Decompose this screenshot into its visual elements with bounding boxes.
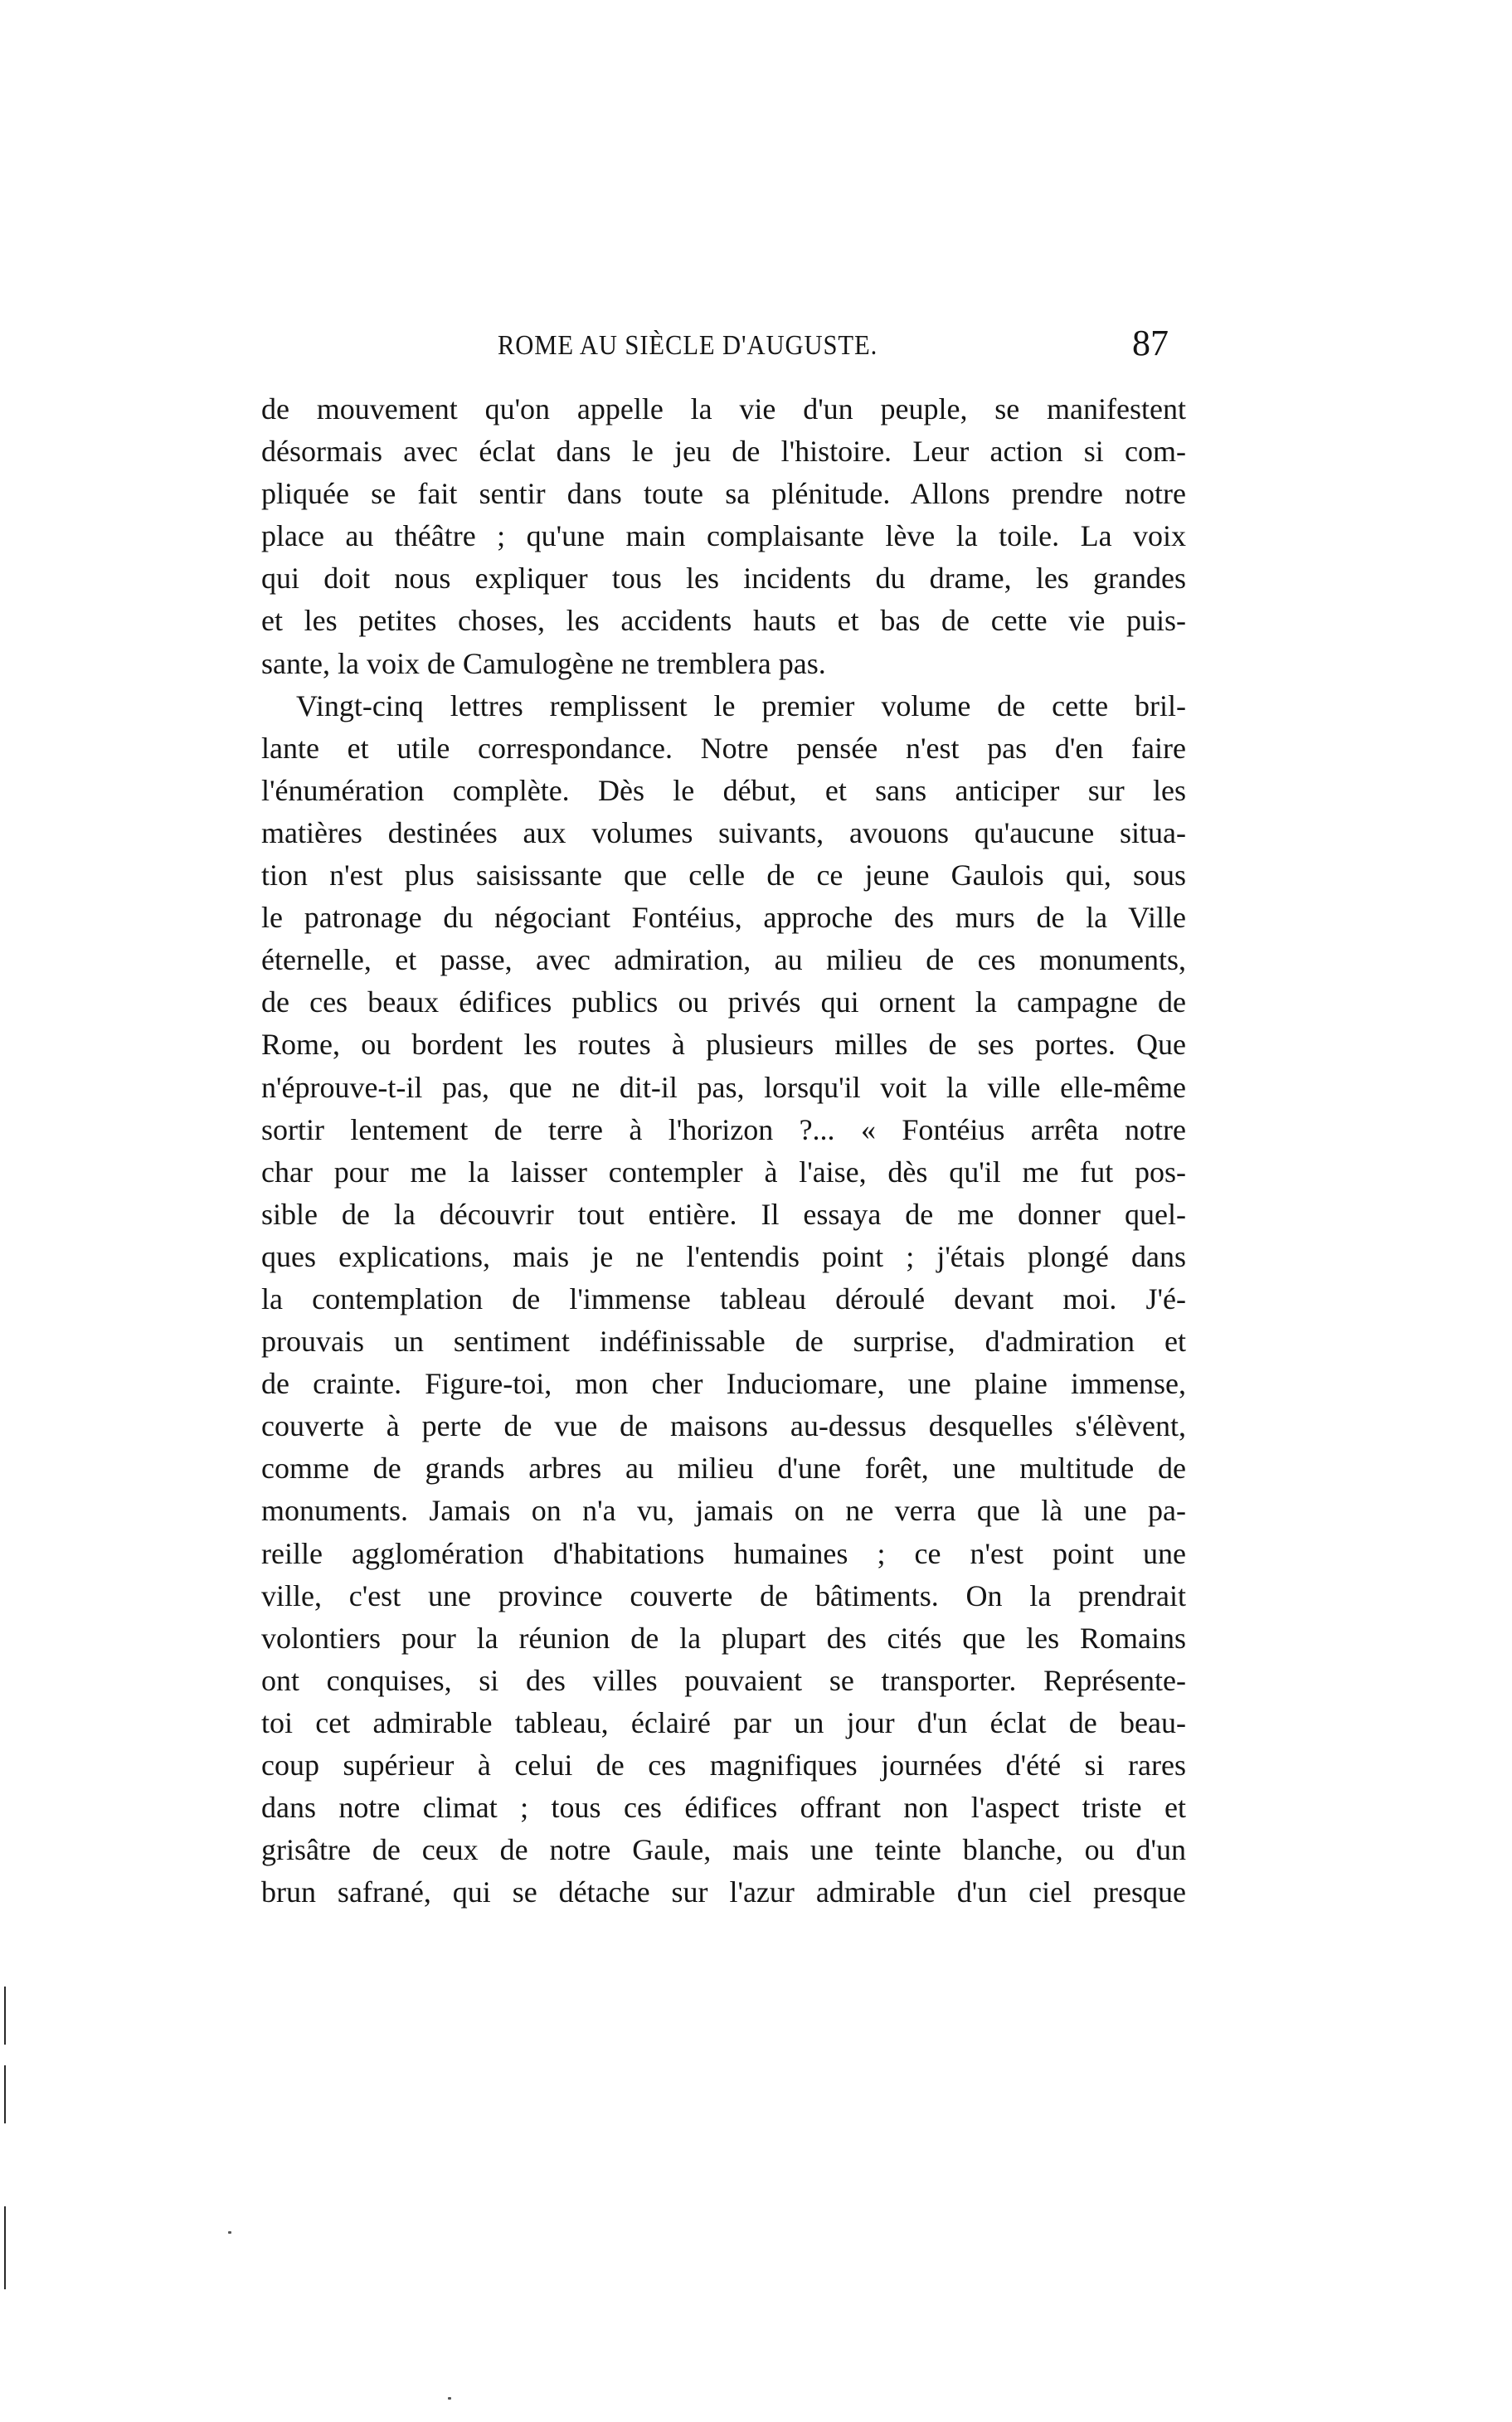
text-line: place au théâtre ; qu'une main complaisante lève la toile. La voix: [261, 519, 1186, 553]
text-line: ques explications, mais je ne l'entendis point ; j'étais plongé dans: [261, 1239, 1186, 1273]
scan-edge-mark: [4, 1987, 6, 2045]
text-line: prouvais un sentiment indéfinissable de surprise, d'admiration et: [261, 1325, 1186, 1359]
text-line: dans notre climat ; tous ces édifices offrant non l'aspect triste et: [261, 1791, 1186, 1825]
text-line: lante et utile correspondance. Notre pensée n'est pas d'en faire: [261, 731, 1186, 765]
text-line: couverte à perte de vue de maisons au-dessus desquelles s'élèvent,: [261, 1409, 1186, 1443]
text-line: comme de grands arbres au milieu d'une forêt, une multitude de: [261, 1452, 1186, 1486]
scan-edge-mark: [4, 2065, 6, 2123]
text-line: tion n'est plus saisissante que celle de ce jeune Gaulois qui, sous: [261, 858, 1186, 892]
text-line: et les petites choses, les accidents hauts et bas de cette vie puis-: [261, 604, 1186, 638]
text-line: désormais avec éclat dans le jeu de l'histoire. Leur action si com-: [261, 435, 1186, 469]
scan-edge-mark: [4, 2206, 6, 2289]
text-line: reille agglomération d'habitations humaines ; ce n'est point une: [261, 1536, 1186, 1570]
text-line: éternelle, et passe, avec admiration, au milieu de ces monuments,: [261, 943, 1186, 977]
text-line: de crainte. Figure-toi, mon cher Induciomare, une plaine immense,: [261, 1367, 1186, 1401]
text-line: de ces beaux édifices publics ou privés qui ornent la campagne de: [261, 985, 1186, 1019]
body-text: [261, 388, 1186, 1914]
text-line: monuments. Jamais on n'a vu, jamais on ne verra que là une pa-: [261, 1494, 1186, 1528]
text-line: Rome, ou bordent les routes à plusieurs milles de ses portes. Que: [261, 1028, 1186, 1062]
text-line: le patronage du négociant Fontéius, approche des murs de la Ville: [261, 901, 1186, 935]
text-line: la contemplation de l'immense tableau déroulé devant moi. J'é-: [261, 1282, 1186, 1316]
text-line: brun safrané, qui se détache sur l'azur admirable d'un ciel presque: [261, 1875, 1186, 1909]
text-line: ont conquises, si des villes pouvaient se transporter. Représente-: [261, 1663, 1186, 1697]
running-head: ROME AU SIÈCLE D'AUGUSTE.: [498, 330, 878, 361]
text-line: n'éprouve-t-il pas, que ne dit-il pas, lorsqu'il voit la ville elle-même: [261, 1070, 1186, 1104]
text-line: qui doit nous expliquer tous les incidents du drame, les grandes: [261, 562, 1186, 596]
scan-speck: [228, 2231, 231, 2234]
text-line: toi cet admirable tableau, éclairé par un jour d'un éclat de beau-: [261, 1705, 1186, 1739]
text-line: sortir lentement de terre à l'horizon ?... « Fontéius arrêta notre: [261, 1112, 1186, 1146]
text-line: ville, c'est une province couverte de bâtiments. On la prendrait: [261, 1578, 1186, 1612]
text-line: sante, la voix de Camulogène ne tremblera pas.: [261, 646, 826, 680]
text-line: sible de la découvrir tout entière. Il essaya de me donner quel-: [261, 1197, 1186, 1231]
text-line: de mouvement qu'on appelle la vie d'un peuple, se manifestent: [261, 392, 1186, 426]
text-line: grisâtre de ceux de notre Gaule, mais une teinte blanche, ou d'un: [261, 1833, 1186, 1867]
text-line: volontiers pour la réunion de la plupart des cités que les Romains: [261, 1621, 1186, 1655]
text-line: matières destinées aux volumes suivants, avouons qu'aucune situa-: [261, 815, 1186, 849]
text-line: char pour me la laisser contempler à l'aise, dès qu'il me fut pos-: [261, 1155, 1186, 1189]
text-line: l'énumération complète. Dès le début, et sans anticiper sur les: [261, 773, 1186, 807]
text-line: pliquée se fait sentir dans toute sa plénitude. Allons prendre notre: [261, 477, 1186, 511]
scan-speck: [448, 2397, 451, 2400]
page-number: 87: [1132, 323, 1169, 363]
text-line: Vingt-cinq lettres remplissent le premier volume de cette bril-: [296, 688, 1186, 722]
text-line: coup supérieur à celui de ces magnifiques journées d'été si rares: [261, 1748, 1186, 1782]
